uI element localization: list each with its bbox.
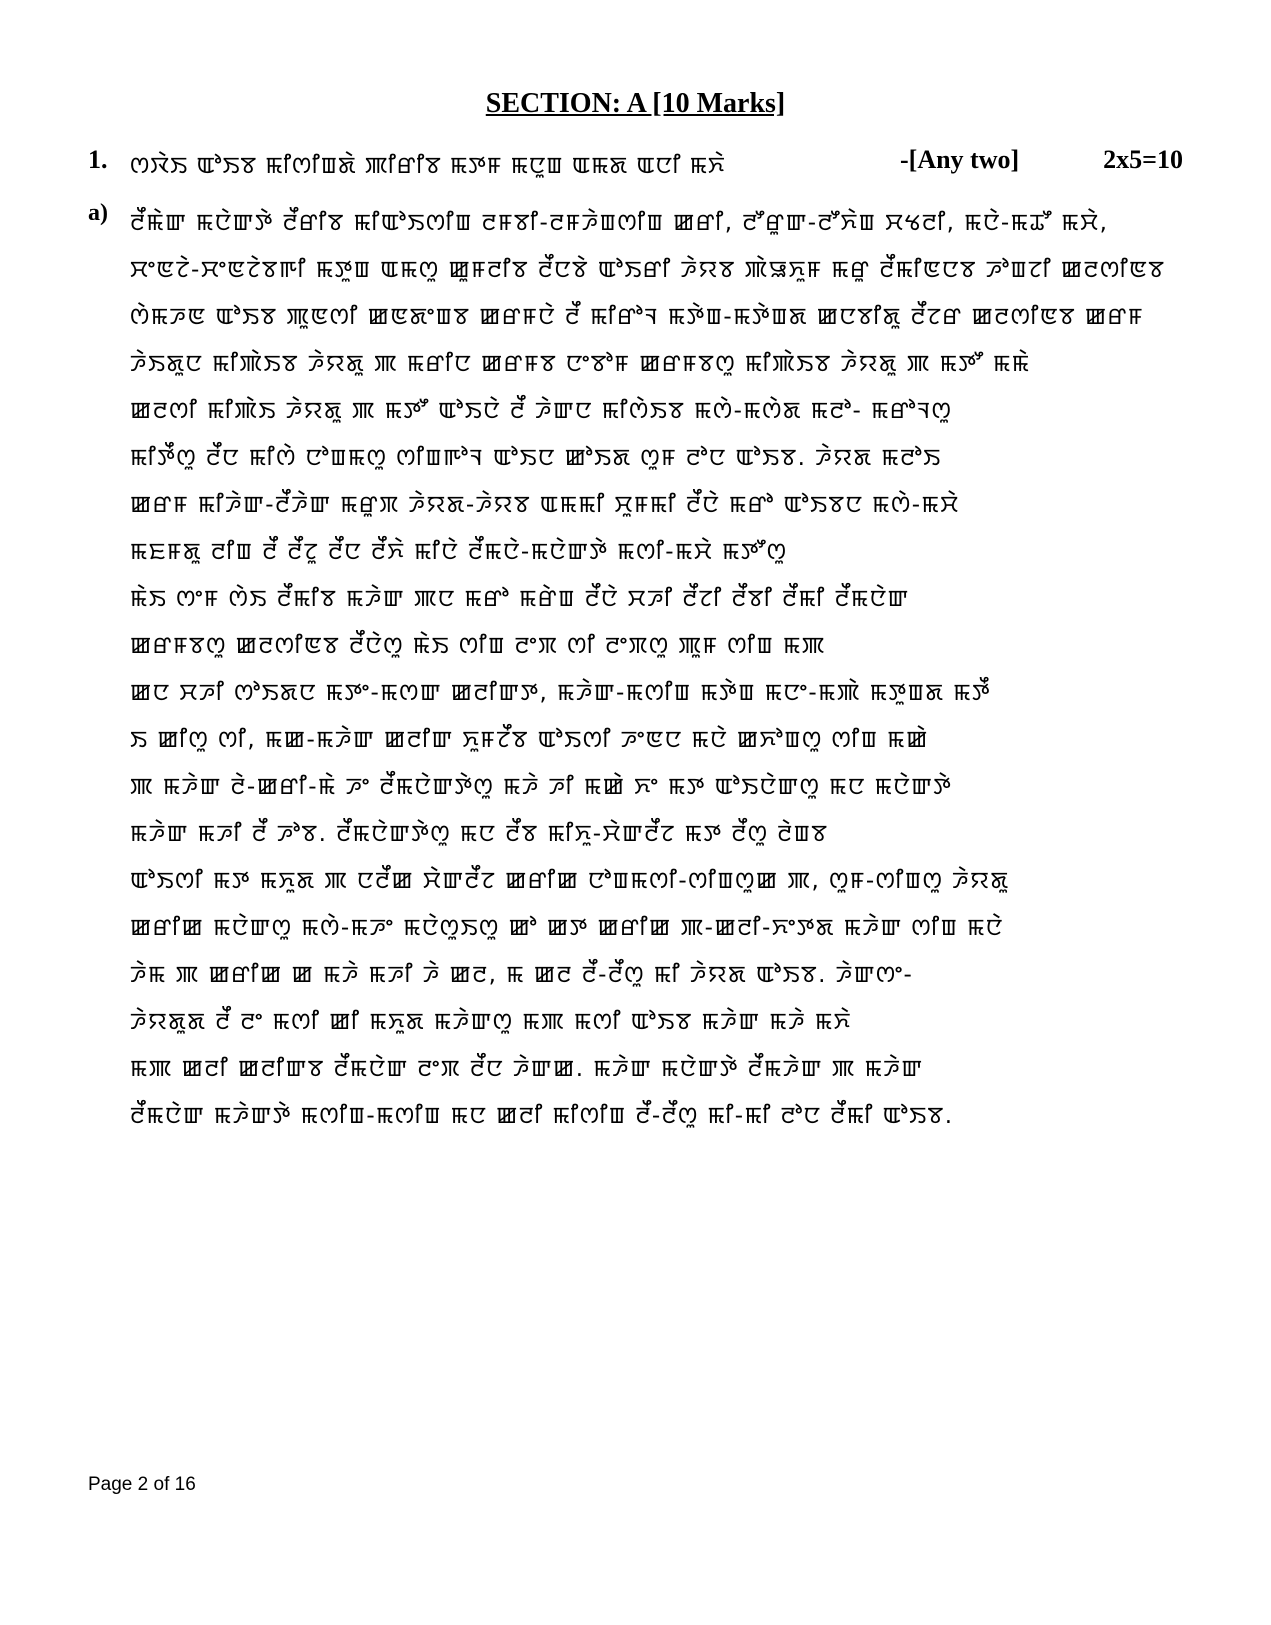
part-a-line: ꯂꯩꯃꯅꯥꯛ ꯃꯍꯥꯛꯇꯥ ꯃꯁꯤꯡ-ꯃꯁꯤꯡ ꯃꯅ ꯀꯂꯤ ꯃꯤꯁꯤꯡ ꯂꯩ-ꯂꯩꯁꯨ ꯃꯤ-ꯃꯤ ꯂꯣꯅ ꯂꯩꯃꯤ ꯑꯣꯏꯕ.: [130, 1103, 954, 1129]
part-a-line: ꯃꯥꯏ ꯁꯦꯝ ꯁꯥꯏ ꯂꯩꯃꯤꯕ ꯃꯍꯥꯛ ꯄꯅ ꯃꯔꯣ ꯃꯔꯥꯡ ꯂꯩꯅꯥ ꯆꯍꯤ ꯂꯩꯖꯤ ꯂꯩꯕꯤ ꯂꯩꯃꯤ ꯂꯩꯃꯅꯥꯛ: [130, 586, 910, 612]
section-title: SECTION: A [10 Marks]: [485, 88, 786, 119]
part-a-body: [130, 200, 1185, 1140]
part-a-line: ꯀꯔꯤꯀ ꯃꯅꯥꯛꯁꯨ ꯃꯁꯥ-ꯃꯍꯦ ꯃꯅꯥꯁꯨꯏꯁꯨ ꯀꯣ ꯀꯇ ꯀꯔꯤꯀ ꯄ-ꯀꯂꯤ-ꯈꯦꯇꯗ ꯃꯍꯥꯛ ꯁꯤꯡ ꯃꯅꯥ: [130, 915, 1004, 941]
part-a-label: a): [88, 200, 108, 226]
part-a-line: ꯆꯦꯟꯖꯥ-ꯆꯦꯟꯖꯥꯕꯒꯤ ꯃꯇꯨꯡ ꯑꯃꯁꯨ ꯀꯨꯝꯂꯤꯕ ꯂꯩꯅꯕꯥ ꯑꯣꯏꯔꯤ ꯍꯥꯌꯕ ꯄꯥꯎꯈꯨꯝ ꯃꯔꯨ ꯂꯩꯃꯤꯟꯅꯕ ꯍꯣꯡꯖꯤ ꯀꯂꯁꯤꯟꯕ: [130, 257, 1166, 283]
question-line: [88, 145, 1183, 183]
part-a-line: ꯑꯣꯏꯁꯤ ꯃꯇ ꯃꯈꯨꯗ ꯄ ꯅꯂꯩꯀ ꯆꯥꯛꯂꯩꯖ ꯀꯔꯤꯀ ꯅꯣꯡꯃꯁꯤ-ꯁꯤꯡꯁꯨꯀ ꯄ, ꯁꯨꯝ-ꯁꯤꯡꯁꯨ ꯍꯥꯌꯗꯨ: [130, 868, 1010, 894]
part-a-line: ꯀꯂꯁꯤ ꯃꯤꯄꯥꯏ ꯍꯥꯌꯗꯨ ꯄ ꯃꯇꯧ ꯑꯣꯏꯅꯥ ꯂꯩ ꯍꯥꯛꯅ ꯃꯤꯁꯥꯏꯕ ꯃꯁꯥ-ꯃꯁꯥꯗ ꯃꯂꯣ- ꯃꯔꯣꯜꯁꯨ: [130, 398, 953, 424]
part-a-line: ꯁꯥꯃꯍꯟ ꯑꯣꯏꯕ ꯄꯨꯟꯁꯤ ꯀꯟꯗꯦꯡꯕ ꯀꯔꯝꯅꯥ ꯂꯩ ꯃꯤꯔꯣꯜ ꯃꯇꯥꯡ-ꯃꯇꯥꯡꯗ ꯀꯅꯕꯤꯗꯨ ꯂꯩꯖꯔ ꯀꯂꯁꯤꯟꯕ ꯀꯔꯝ: [130, 304, 1144, 330]
part-a-line: ꯃꯐꯝꯗꯨ ꯂꯤꯡ ꯂꯩ ꯂꯩꯖꯨ ꯂꯩꯅ ꯂꯩꯈꯥ ꯃꯤꯅꯥ ꯂꯩꯃꯅꯥ-ꯃꯅꯥꯛꯇꯥ ꯃꯁꯤ-ꯃꯆꯥ ꯃꯇꯧꯁꯨ: [130, 539, 788, 565]
part-a-line: ꯀꯔꯝ ꯃꯤꯍꯥꯛ-ꯂꯩꯍꯥꯛ ꯃꯔꯨꯞ ꯍꯥꯌꯗ-ꯍꯥꯌꯕ ꯑꯃꯃꯤ ꯆꯨꯝꯃꯤ ꯂꯩꯅꯥ ꯃꯔꯣ ꯑꯣꯏꯕꯅ ꯃꯁꯥ-ꯃꯆꯥ: [130, 492, 960, 518]
question-text: ꯁꯋꯥꯏ ꯑꯣꯏꯕ ꯃꯤꯁꯤꯡꯗꯥ ꯄꯤꯔꯤꯕ ꯃꯇꯝ ꯃꯅꯨꯡ ꯑꯃꯗ ꯑꯅꯤ ꯃꯈꯥ: [130, 153, 726, 179]
part-a-line: ꯃꯄ ꯀꯂꯤ ꯀꯂꯤꯛꯕ ꯂꯩꯃꯅꯥꯛ ꯂꯦꯞ ꯂꯩꯅ ꯍꯥꯛꯀ. ꯃꯍꯥꯛ ꯃꯅꯥꯛꯇꯥ ꯂꯩꯃꯍꯥꯛ ꯄ ꯃꯍꯥꯛ: [130, 1056, 924, 1082]
part-a-line: ꯏ ꯀꯤꯁꯨ ꯁꯤ, ꯃꯀ-ꯃꯍꯥꯛ ꯀꯂꯤꯛ ꯈꯨꯝꯖꯩꯕ ꯑꯣꯏꯁꯤ ꯍꯦꯟꯅ ꯃꯅꯥ ꯀꯈꯣꯡꯁꯨ ꯁꯤꯡ ꯃꯀꯥ: [130, 727, 929, 753]
part-a-line: ꯃꯍꯥꯛ ꯃꯍꯤ ꯂꯩ ꯍꯣꯕ. ꯂꯩꯃꯅꯥꯛꯇꯥꯁꯨ ꯃꯅ ꯂꯩꯕ ꯃꯤꯈꯨ-ꯆꯥꯛꯂꯩꯖ ꯃꯇ ꯂꯩꯁꯨ ꯂꯥꯡꯕ: [130, 821, 829, 847]
question-instruction: -[Any two]: [900, 145, 1020, 174]
part-a-line: ꯍꯥꯏꯗꯨꯅ ꯃꯤꯄꯥꯏꯕ ꯍꯥꯌꯗꯨ ꯄ ꯃꯔꯤꯅ ꯀꯔꯝꯕ ꯅꯦꯕꯣꯝ ꯀꯔꯝꯕꯁꯨ ꯃꯤꯄꯥꯏꯕ ꯍꯥꯌꯗꯨ ꯄ ꯃꯇꯧ ꯃꯃꯥ: [130, 351, 1031, 377]
part-a-line: ꯃꯤꯇꯩꯁꯨ ꯂꯩꯅ ꯃꯤꯁꯥ ꯅꯣꯡꯃꯁꯨ ꯁꯤꯡꯒꯣꯜ ꯑꯣꯏꯅ ꯀꯣꯏꯗ ꯁꯨꯝ ꯂꯣꯅ ꯑꯣꯏꯕ. ꯍꯥꯌꯗ ꯃꯂꯣꯏ: [130, 445, 942, 471]
part-a-line: ꯄ ꯃꯍꯥꯛ ꯂꯥ-ꯀꯔꯤ-ꯃꯥ ꯍꯦ ꯂꯩꯃꯅꯥꯛꯇꯥꯁꯨ ꯃꯍꯥ ꯍꯤ ꯃꯀꯥ ꯈꯦ ꯃꯇ ꯑꯣꯏꯅꯥꯛꯁꯨ ꯃꯅ ꯃꯅꯥꯛꯇꯥ: [130, 774, 953, 800]
page-footer: Page 2 of 16: [88, 1474, 196, 1495]
part-a-line: ꯍꯥꯃ ꯄ ꯀꯔꯤꯀ ꯀ ꯃꯍꯥ ꯃꯍꯤ ꯍꯥ ꯀꯂ, ꯃ ꯀꯂ ꯂꯩ-ꯂꯩꯁꯨ ꯃꯤ ꯍꯥꯌꯗ ꯑꯣꯏꯕ. ꯍꯥꯛꯁꯦ-: [130, 962, 914, 988]
part-a-line: ꯀꯅ ꯆꯍꯤ ꯁꯣꯏꯗꯅ ꯃꯇꯦ-ꯃꯁꯛ ꯀꯂꯤꯛꯇ, ꯃꯍꯥꯛ-ꯃꯁꯤꯡ ꯃꯇꯥꯡ ꯃꯅꯦ-ꯃꯄꯥ ꯃꯇꯨꯡꯗ ꯃꯇꯩ: [130, 680, 992, 706]
part-a-line: ꯍꯥꯌꯗꯨꯗ ꯂꯩ ꯂꯦ ꯃꯁꯤ ꯀꯤ ꯃꯈꯨꯗ ꯃꯍꯥꯛꯁꯨ ꯃꯄ ꯃꯁꯤ ꯑꯣꯏꯕ ꯃꯍꯥꯛ ꯃꯍꯥ ꯃꯈꯥ: [130, 1009, 852, 1035]
question-marks: 2x5=10: [1103, 145, 1183, 174]
part-a-line: ꯂꯩꯃꯥꯛ ꯃꯅꯥꯛꯇꯥ ꯂꯩꯔꯤꯕ ꯃꯤꯑꯣꯏꯁꯤꯡ ꯂꯝꯕꯤ-ꯂꯝꯍꯥꯡꯁꯤꯡ ꯀꯔꯤ, ꯂꯧꯔꯨꯛ-ꯂꯧꯈꯥꯡ ꯆꯠꯂꯤ, ꯃꯅꯥ-ꯃꯊꯧ ꯃꯆꯥ,: [130, 210, 1109, 236]
part-a-line: ꯀꯔꯝꯕꯁꯨ ꯀꯂꯁꯤꯟꯕ ꯂꯩꯅꯥꯁꯨ ꯃꯥꯏ ꯁꯤꯡ ꯂꯦꯞ ꯁꯤ ꯂꯦꯞꯁꯨ ꯄꯨꯝ ꯁꯤꯡ ꯃꯄ: [130, 633, 826, 659]
question-number: 1.: [88, 145, 108, 174]
